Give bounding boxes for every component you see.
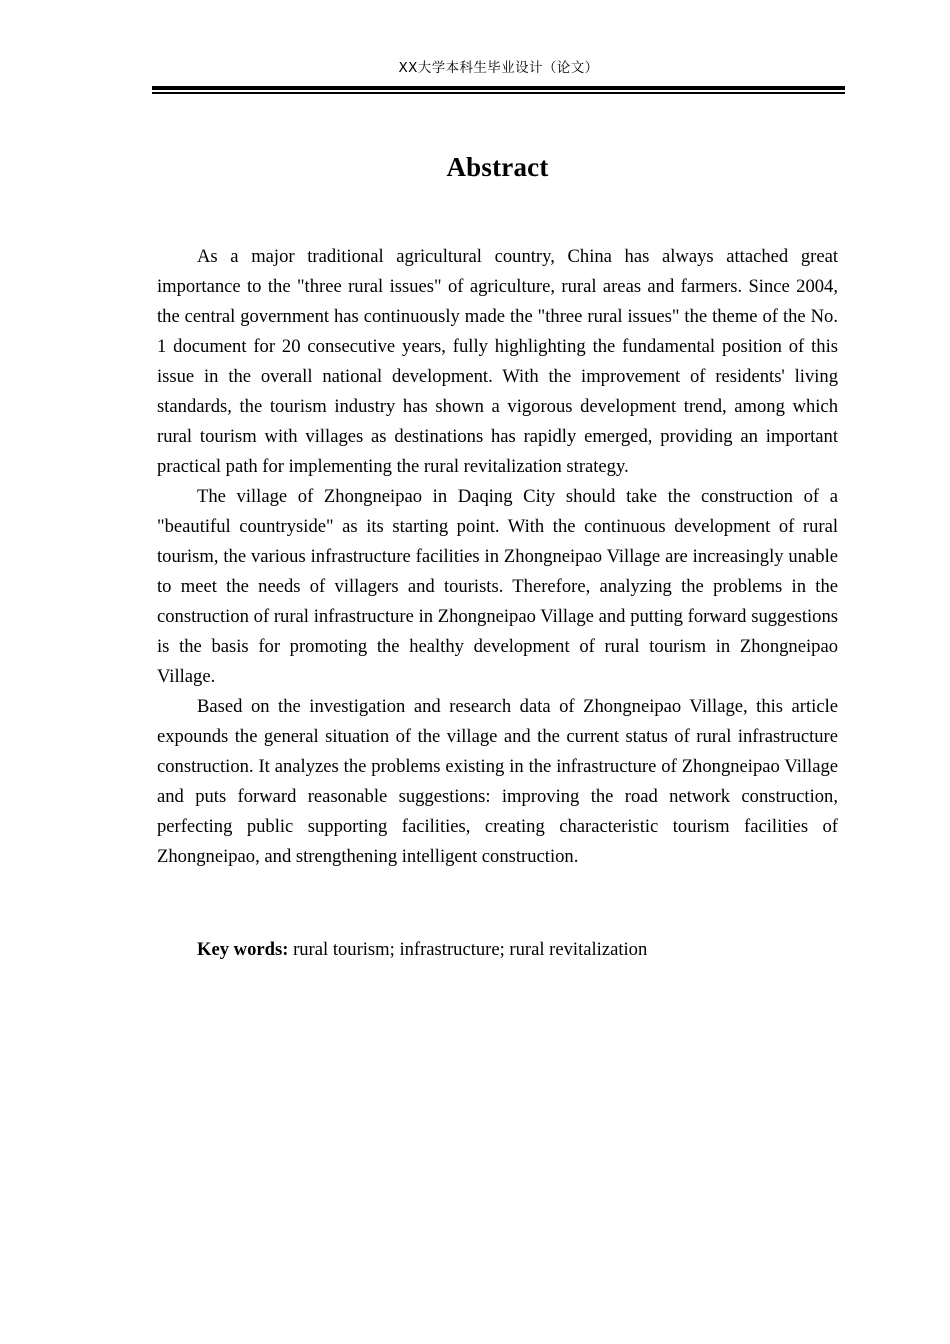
header-rule-thin <box>152 92 845 94</box>
header-double-rule <box>152 86 845 94</box>
page-content <box>157 150 838 965</box>
page-header <box>152 58 845 94</box>
keywords-values: rural tourism; infrastructure; rural revitalization <box>288 939 648 960</box>
abstract-paragraph-2: The village of Zhongneipao in Daqing City should take the construction of a "beautiful countryside" as its starting point. With the continuous development of rural tourism, the various infrastructure facilities in Zhongneipao Village are increasingly unable to meet the needs of villagers and tourists. Therefore, analyzing the problems in the construction of rural infrastructure in Zhongneipao Village and putting forward suggestions is the basis for promoting the healthy development of rural tourism in Zhongneipao Village. <box>157 486 838 687</box>
abstract-paragraph-3: Based on the investigation and research data of Zhongneipao Village, this article expounds the general situation of the village and the current status of rural infrastructure construction. It analyzes the problems existing in the infrastructure of Zhongneipao Village and puts forward reasonable suggestions: improving the road network construction, perfecting public supporting facilities, creating characteristic tourism facilities of Zhongneipao, and strengthening intelligent construction. <box>157 696 838 867</box>
running-header-title: XX大学本科生毕业设计（论文） <box>398 60 599 76</box>
abstract-body <box>157 242 838 872</box>
page-title: Abstract <box>446 152 549 182</box>
keywords-label: Key words: <box>197 939 289 960</box>
keywords-line <box>157 935 838 965</box>
abstract-paragraph-1: As a major traditional agricultural country, China has always attached great importance to the "three rural issues" of agriculture, rural areas and farmers. Since 2004, the central government has continuously made the "three rural issues" the theme of the No. 1 document for 20 consecutive years, fully highlighting the fundamental position of this issue in the overall national development. With the improvement of residents' living standards, the tourism industry has shown a vigorous development trend, among which rural tourism with villages as destinations has rapidly emerged, providing an important practical path for implementing the rural revitalization strategy. <box>157 246 838 477</box>
